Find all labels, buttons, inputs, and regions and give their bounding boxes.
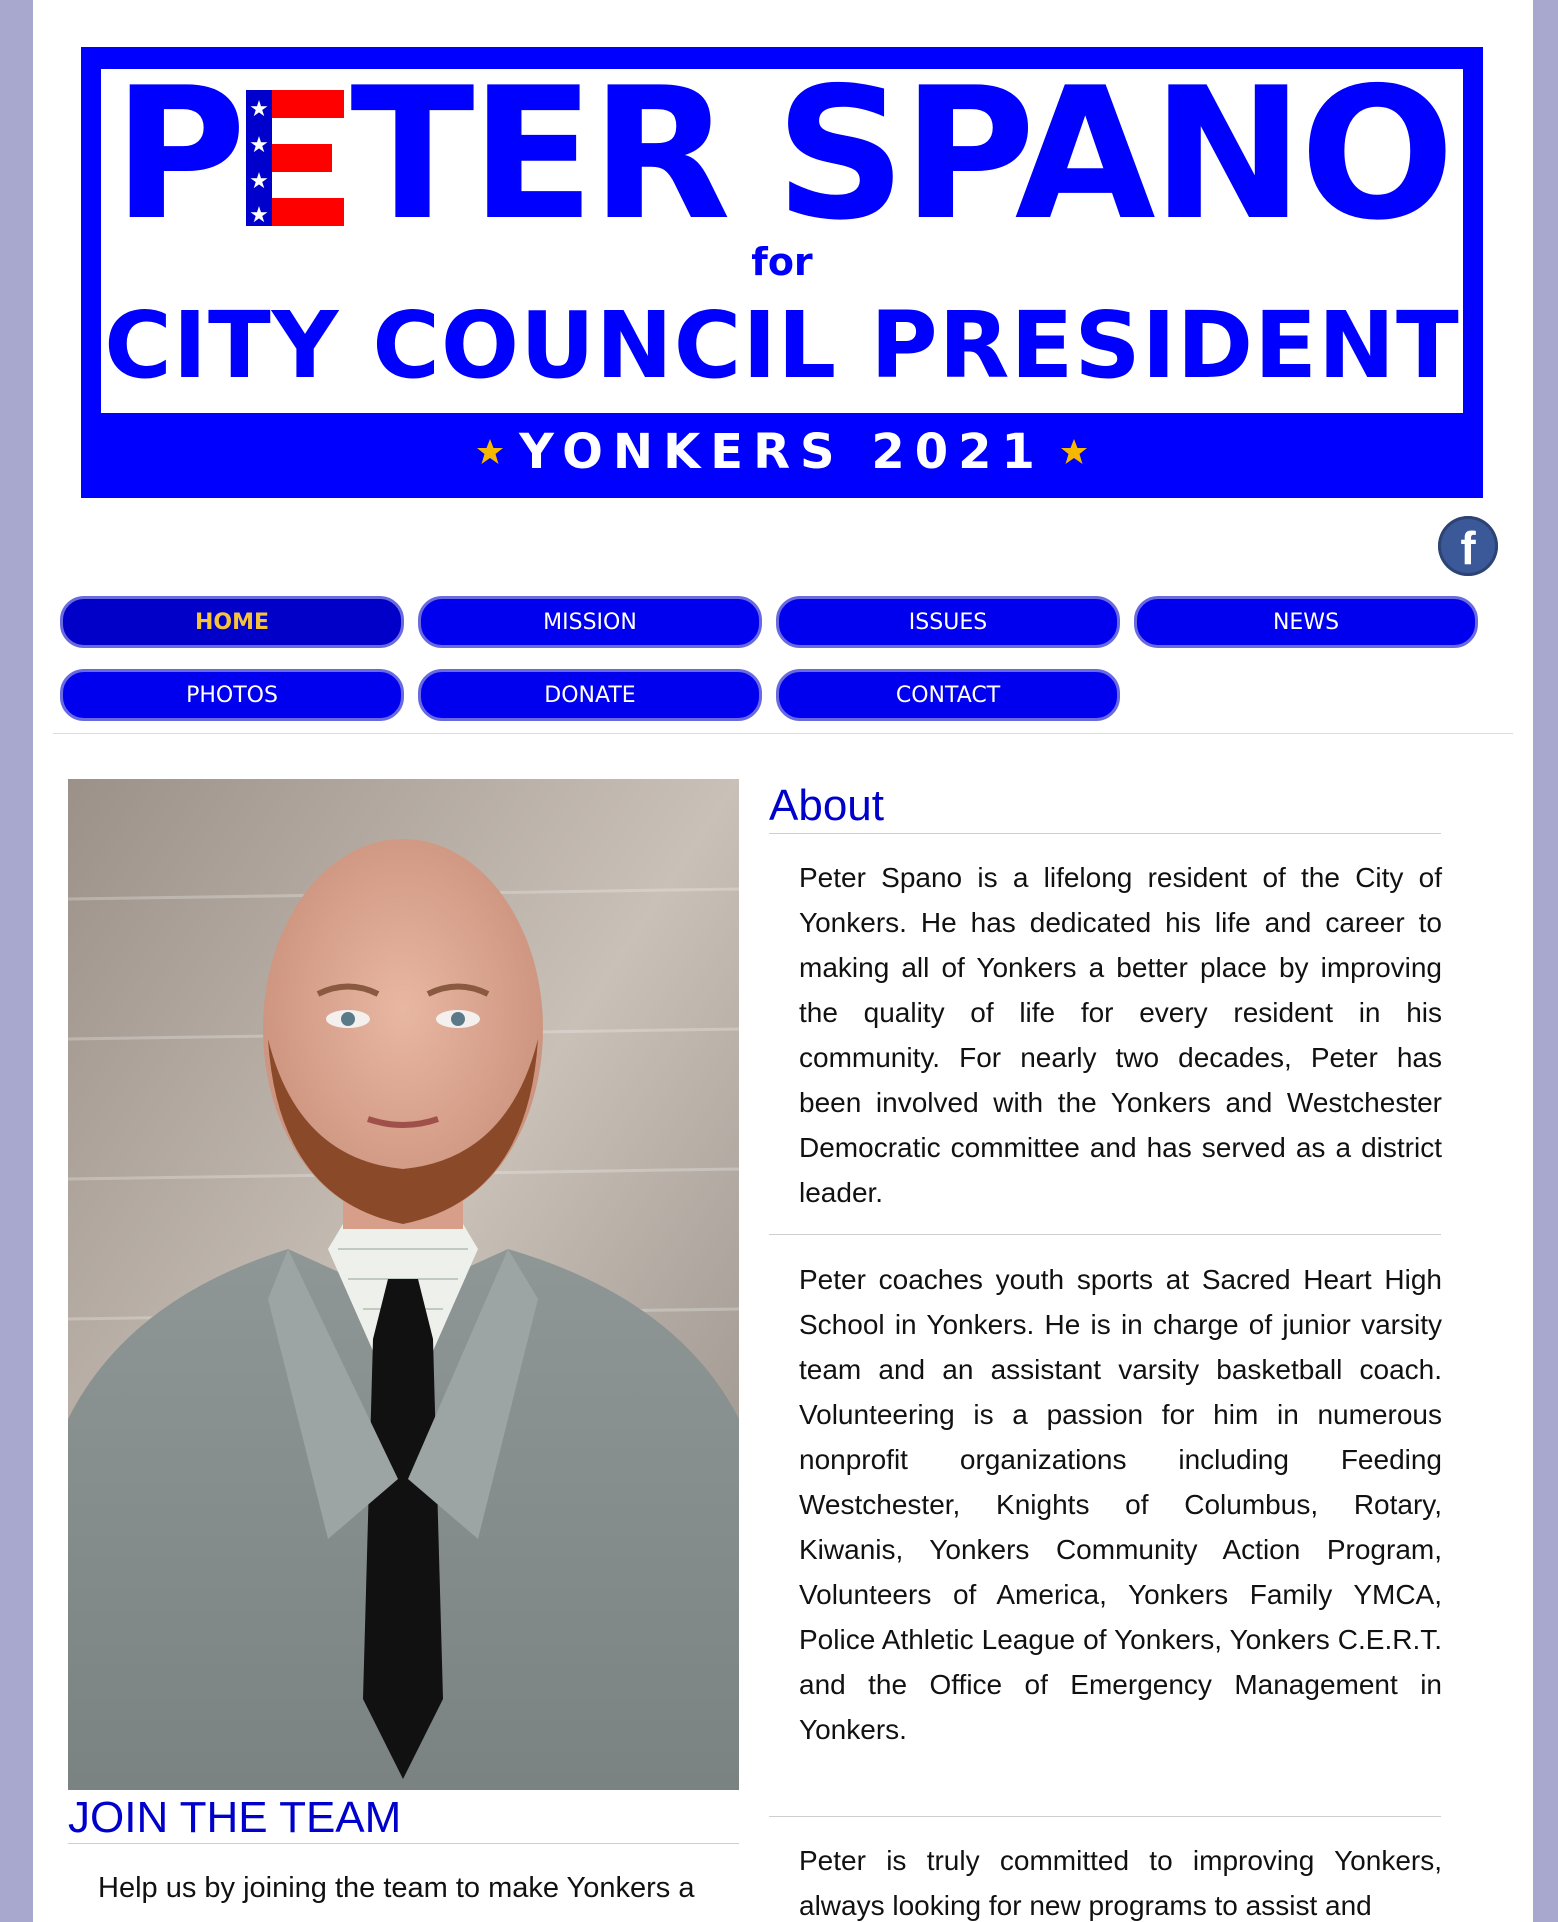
svg-text:★: ★ [249,203,270,226]
nav-donate[interactable]: DONATE [418,669,762,721]
gold-star-icon [475,437,505,467]
about-divider [769,1234,1441,1235]
about-paragraph-2: Peter coaches youth sports at Sacred Heart High School in Yonkers. He is in charge of junior varsity team and an assistant varsity basketball coach. Volunteering is a passion for him in numerous nonprofit organizations including Feeding Westchester, Knights of Columbus, Rotary, Kiwanis, Yonkers Community Action Program, Volunteers of America, Yonkers Family YMCA, Police Athletic League of Yonkers, Yonkers C.E.R.T. and the Office of Emergency Management in Yonkers. [799,1264,1442,1745]
nav-photos[interactable]: PHOTOS [60,669,404,721]
about-rule [769,833,1441,834]
svg-text:★: ★ [249,97,270,122]
banner-inner [101,69,1463,413]
for-word: for [751,240,813,284]
about-paragraph-3: Peter is truly committed to improving Yonkers, always looking for new programs to assist and [799,1845,1442,1921]
gold-star-icon [1059,437,1089,467]
about-heading: About [769,781,884,830]
nav-news[interactable]: NEWS [1134,596,1478,648]
nav-issues[interactable]: ISSUES [776,596,1120,648]
nav-mission[interactable]: MISSION [418,596,762,648]
nav-contact[interactable]: CONTACT [776,669,1120,721]
join-rule [68,1843,739,1844]
name-last: SPANO [775,69,1451,260]
campaign-banner-logo[interactable] [81,47,1483,498]
about-paragraph-1: Peter Spano is a lifelong resident of the City of Yonkers. He has dedicated his life and career to making all of Yonkers a better place by improving the quality of life for every resident in his community. For nearly two decades, Peter has been involved with the Yonkers and Westchester Democratic committee and has served as a district leader. [799,862,1442,1208]
year-text: YONKERS 2021 [519,424,1045,480]
about-divider [769,1816,1441,1817]
facebook-icon[interactable] [1438,516,1498,576]
candidate-name [113,69,1453,260]
page [33,0,1533,1922]
name-rest-first: TER [350,69,728,260]
office-title: CITY COUNCIL PRESIDENT [104,292,1460,399]
svg-text:★: ★ [249,133,270,158]
svg-text:★: ★ [249,169,270,194]
nav-home[interactable]: HOME [60,596,404,648]
candidate-portrait [68,779,739,1790]
facebook-glyph: f [1460,522,1476,574]
join-team-heading: JOIN THE TEAM [68,1793,402,1842]
join-team-text: Help us by joining the team to make Yonkers a [98,1872,695,1904]
flag-e-icon [246,90,344,226]
nav-divider [53,733,1513,734]
year-line [81,417,1483,487]
main-nav [60,596,1510,726]
name-letter-p: P [113,69,243,260]
